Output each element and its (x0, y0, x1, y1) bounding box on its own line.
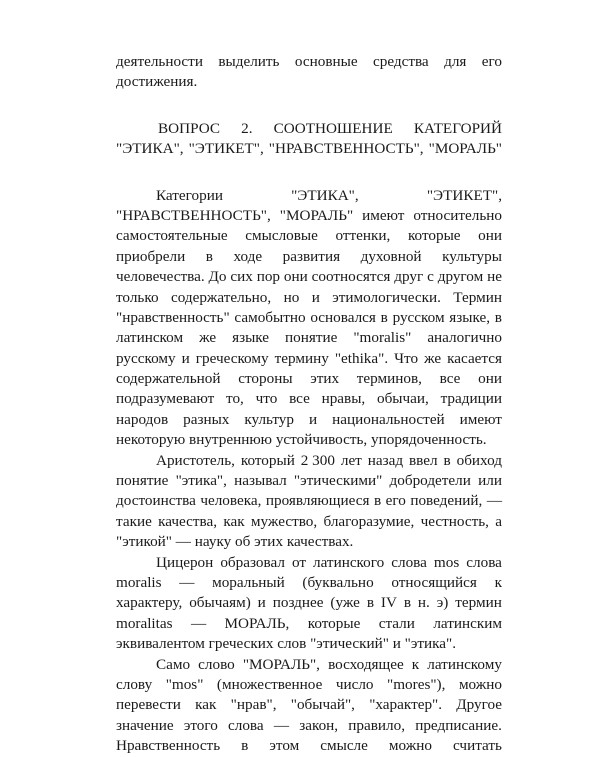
word: культур (244, 410, 294, 428)
text-line (116, 410, 502, 430)
word: приобрели (116, 247, 186, 265)
word: а (495, 512, 502, 530)
word: понятие (116, 472, 169, 490)
text-line (116, 451, 502, 471)
word: самостоятельные (116, 227, 228, 245)
word: СООТНОШЕНИЕ (273, 119, 393, 137)
word: же (199, 329, 217, 347)
word: mos (433, 553, 460, 571)
word: Цицерон (156, 553, 214, 571)
text-line (116, 186, 502, 206)
word: этом (269, 737, 300, 755)
word: (буквально (302, 573, 374, 591)
word: к (494, 573, 502, 591)
text-line (116, 675, 502, 695)
word: Что (394, 349, 419, 367)
text-line: "этикой" — науку об этих качествах. (116, 533, 354, 551)
word: и (308, 410, 318, 428)
text-line (116, 247, 502, 267)
word: образовал (220, 553, 285, 571)
word: от (291, 553, 306, 571)
word: не (487, 268, 502, 286)
word: "этическими" (293, 472, 383, 490)
word: как (223, 512, 245, 530)
word: слову (116, 675, 153, 693)
paragraph (116, 655, 502, 757)
word: обиход (456, 451, 502, 469)
word: называл (234, 472, 287, 490)
word: — (179, 573, 195, 591)
word: подразумевают (116, 390, 215, 408)
paragraph (116, 186, 502, 451)
word: поведений, (410, 492, 483, 510)
text-line (116, 52, 502, 72)
word: "МОРАЛЬ" (279, 206, 354, 224)
word: "moralis" (353, 329, 412, 347)
word: они (283, 268, 308, 286)
text-line (116, 328, 502, 348)
word: в (366, 594, 374, 612)
word: человека, (200, 492, 262, 510)
paragraph (116, 451, 502, 553)
word: в (205, 247, 213, 265)
word: э) (436, 594, 449, 612)
text-line (116, 389, 502, 409)
word: и (311, 288, 320, 306)
word: достоинства (116, 492, 196, 510)
word: обычаи, (376, 390, 429, 408)
heading-line (116, 119, 502, 139)
word: 2. (241, 119, 253, 137)
word: правило, (348, 716, 406, 734)
word: Термин (453, 288, 502, 306)
word: слова (228, 716, 264, 734)
word: нравы, (321, 390, 366, 408)
word: считать (453, 737, 502, 755)
word: — (273, 716, 290, 734)
word: которые (407, 227, 461, 245)
word: "ЭТИКЕТ", (188, 140, 264, 158)
word: терминов, (356, 370, 422, 388)
word: "этика", (175, 472, 227, 490)
word: МОРАЛЬ, (224, 614, 290, 632)
word: содержательно, (170, 288, 272, 306)
word: который (240, 451, 295, 469)
word: же (424, 349, 442, 367)
word: 2 300 (300, 451, 335, 469)
word: слова (466, 553, 502, 571)
word: ходе (233, 247, 263, 265)
word: moralitas (116, 614, 173, 632)
word: мужество, (250, 512, 318, 530)
word: друг (394, 268, 424, 286)
word: можно (388, 737, 432, 755)
word: — (486, 492, 502, 510)
text-line (116, 471, 502, 491)
word: аналогично (427, 329, 502, 347)
word: качества, (158, 512, 218, 530)
text-line (116, 288, 502, 308)
text-line: некоторую внутреннюю устойчивость, упорядоченность. (116, 431, 487, 449)
word: основные (294, 53, 358, 70)
word: moralis (116, 573, 162, 591)
word: значение (116, 716, 174, 734)
word: имеют (459, 410, 502, 428)
word: в (373, 492, 382, 510)
word: (уже (330, 594, 360, 612)
word: "НРАВСТВЕННОСТЬ", (268, 140, 424, 158)
word: в (443, 451, 451, 469)
word: деятельности (116, 53, 203, 70)
word: честность, (420, 512, 489, 530)
word: понятие (285, 329, 338, 347)
text-line (116, 349, 502, 369)
word: "ЭТИКЕТ", (426, 186, 502, 204)
word: термин (455, 594, 502, 612)
word: в (403, 594, 412, 612)
word: но (283, 288, 300, 306)
word: основался (310, 308, 376, 326)
word: стали (378, 614, 415, 632)
word: его (481, 53, 502, 70)
word: пор (256, 268, 281, 286)
word: закон, (299, 716, 339, 734)
word: национальностей (332, 410, 445, 428)
word: культуры (442, 247, 502, 265)
word: благоразумие, (323, 512, 415, 530)
text-line (116, 512, 502, 532)
word: в (380, 308, 388, 326)
word: "МОРАЛЬ", (242, 655, 320, 673)
word: такие (116, 512, 152, 530)
word: позднее (272, 594, 324, 612)
section-heading (116, 119, 502, 160)
word: До (208, 268, 227, 286)
word: латинском (116, 329, 184, 347)
text-line (116, 369, 502, 389)
word: развития (282, 247, 341, 265)
word: которые (307, 614, 361, 632)
word: (множественное (216, 675, 323, 693)
word: к (411, 655, 420, 673)
word: слово (198, 655, 235, 673)
word: латинскому (427, 655, 502, 673)
word: лет (340, 451, 362, 469)
word: термину (274, 349, 329, 367)
word: перевести (116, 696, 181, 714)
word: то, (226, 390, 244, 408)
body-text (116, 186, 502, 757)
word: имеют (362, 206, 405, 224)
text-line (116, 308, 502, 328)
word: что (255, 390, 278, 408)
word: латинским (433, 614, 502, 632)
text-line (116, 736, 502, 756)
word: н. (417, 594, 430, 612)
intro-paragraph (116, 52, 502, 93)
word: греческому (195, 349, 269, 367)
text-line (116, 593, 502, 613)
text-line (116, 573, 502, 593)
word: русскому (116, 349, 176, 367)
word: языке (232, 329, 270, 347)
word: оттенки, (335, 227, 391, 245)
word: с (427, 268, 434, 286)
word: "mores"), (387, 675, 446, 693)
word: "нрав", (230, 696, 277, 714)
word: Аристотель, (156, 451, 235, 469)
heading-line (116, 139, 502, 159)
text-line (116, 614, 502, 634)
word: добродетели (389, 472, 471, 490)
text-line (116, 491, 502, 511)
word: смысле (320, 737, 368, 755)
word: духовной (360, 247, 422, 265)
word: относительно (413, 206, 502, 224)
word: ввел (409, 451, 438, 469)
word: они (478, 370, 502, 388)
word: и (257, 594, 266, 612)
word: содержательной (116, 370, 221, 388)
word: или (478, 472, 502, 490)
word: только (116, 288, 159, 306)
word: выделить (218, 53, 280, 70)
word: проявляющиеся (265, 492, 370, 510)
word: характеру, (116, 594, 183, 612)
word: "НРАВСТВЕННОСТЬ", (116, 206, 271, 224)
text-line: эквивалентом греческих слов "этический" и "этика". (116, 635, 457, 653)
word: соотносятся (311, 268, 391, 286)
word: самобытно (234, 308, 306, 326)
word: Другое (456, 696, 502, 714)
word: этимологически. (332, 288, 441, 306)
word: "нравственность" (116, 308, 230, 326)
text-line: достижения. (116, 73, 198, 91)
word: все (289, 390, 310, 408)
word: "mos" (165, 675, 204, 693)
word: Нравственность (116, 737, 221, 755)
word: предписание. (415, 716, 502, 734)
word: языке, (449, 308, 491, 326)
word: народов (116, 410, 169, 428)
word: стороны (238, 370, 293, 388)
word: "ethika". (334, 349, 389, 367)
word: Само (156, 655, 191, 673)
text-line (116, 267, 502, 287)
word: можно (458, 675, 502, 693)
word: этих (310, 370, 340, 388)
word: смысловые (245, 227, 318, 245)
word: касается (447, 349, 502, 367)
document-page (116, 52, 502, 757)
word: в (494, 308, 502, 326)
word: число (335, 675, 374, 693)
text-line (116, 695, 502, 715)
text-line (116, 655, 502, 675)
word: "ЭТИКА", (116, 140, 184, 158)
word: IV (380, 594, 397, 612)
word: "ЭТИКА", (291, 186, 359, 204)
word: традиции (440, 390, 502, 408)
word: ВОПРОС (158, 119, 220, 137)
word: — (190, 614, 207, 632)
word: все (439, 370, 461, 388)
word: моральный (212, 573, 285, 591)
word: "обычай", (290, 696, 355, 714)
word: латинского (313, 553, 385, 571)
word: относящийся (391, 573, 477, 591)
word: сих (230, 268, 253, 286)
word: русском (392, 308, 445, 326)
word: и (181, 349, 190, 367)
word: они (478, 227, 502, 245)
text-line (116, 553, 502, 573)
word: как (195, 696, 217, 714)
word: человечества. (116, 268, 205, 286)
paragraph (116, 553, 502, 655)
word: слова (391, 553, 427, 571)
word: восходящее (328, 655, 404, 673)
word: другом (437, 268, 484, 286)
word: обычаям) (189, 594, 251, 612)
word: его (385, 492, 406, 510)
word: "характер". (369, 696, 443, 714)
word: разных (183, 410, 230, 428)
word: в (241, 737, 249, 755)
word: для (444, 53, 467, 70)
word: Категории (156, 186, 223, 204)
word: назад (367, 451, 404, 469)
text-line (116, 716, 502, 736)
text-line (116, 206, 502, 226)
text-line (116, 226, 502, 246)
word: средства (372, 53, 429, 70)
word: "МОРАЛЬ" (428, 140, 502, 158)
word: этого (183, 716, 218, 734)
word: КАТЕГОРИЙ (413, 119, 502, 137)
